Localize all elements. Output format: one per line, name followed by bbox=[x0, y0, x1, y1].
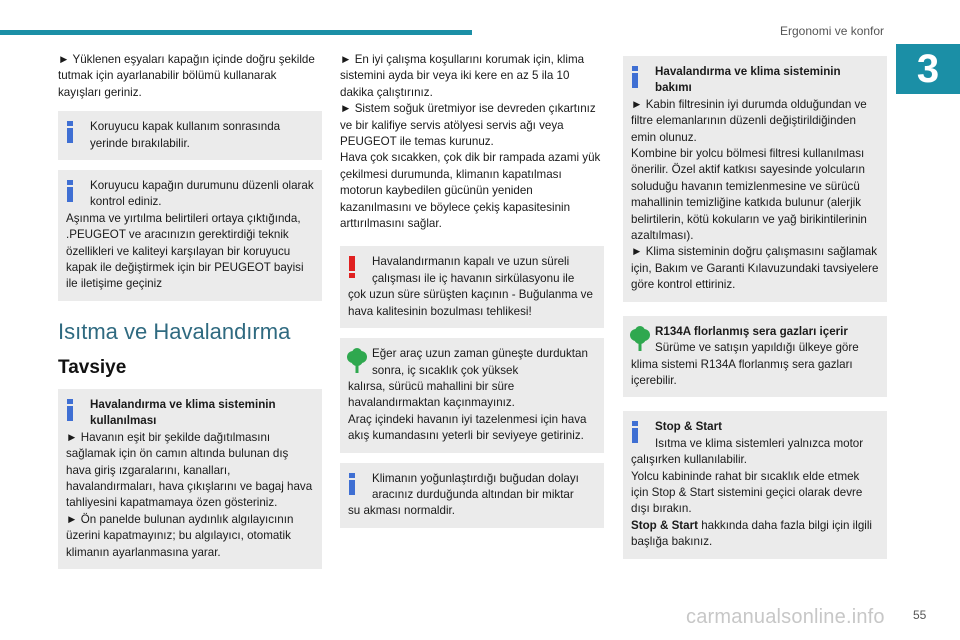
info-box-paragraph: ► Klima sisteminin doğru çalışmasını sağlamak için, Bakım ve Garanti Kılavuzundaki tavsiyelere göre kontrol ettiriniz. bbox=[631, 245, 879, 292]
header-accent-bar bbox=[0, 30, 472, 35]
eco-box-lead: Sürüme ve satışın yapıldığı ülkeye göre bbox=[655, 341, 859, 355]
info-box-lead: Koruyucu kapağın durumunu düzenli olarak kontrol ediniz. bbox=[90, 179, 314, 209]
info-box-body: Aşınma ve yırtılma belirtileri ortaya çıktığında, .PEUGEOT ve aracınızın gerektirdiği teknik özellikleri ve kaliteyi karşılayan bir koruyucu kapak ile değiştirmek için bir PEUGEOT bayisi ile iletişime geçiniz bbox=[66, 211, 304, 291]
watermark: carmanualsonline.info bbox=[686, 606, 885, 628]
info-box-title: Havalandırma ve klima sisteminin bakımı bbox=[655, 65, 841, 95]
info-box-maintenance bbox=[623, 56, 887, 302]
reference-bold: Stop & Start bbox=[631, 518, 698, 532]
eco-box-ventilate bbox=[340, 338, 604, 452]
section-heading: Isıtma ve Havalandırma bbox=[58, 318, 291, 344]
warning-box-recirculation bbox=[340, 246, 604, 328]
reference-text: hakkında daha fazla bilgi için ilgili başlığa bakınız. bbox=[631, 518, 873, 549]
info-icon bbox=[631, 66, 639, 88]
eco-box-lead: Eğer araç uzun zaman güneşte durduktan sonra, iç sıcaklık çok yüksek bbox=[372, 347, 588, 377]
paragraph-strap-instruction: ► Yüklenen eşyaları kapağın içinde doğru şekilde tutmak için ayarlanabilir bölümü kullanarak kayışları geriniz. bbox=[58, 53, 315, 99]
info-icon bbox=[66, 121, 74, 143]
info-box-paragraph: ► Kabin filtresinin iyi durumda olduğundan ve filtre elemanlarının düzenli değiştirildiğinden emin olunuz. Kombine bir yolcu bölmesi filtresi kullanılması önerilir. Özel aktif katkısı sayesinde yolcuların soluduğu havanın temizlenmesine ve sürücü mahallinin temizliğine katkıda bulunur (alerjik belirtilerin, kötü kokuların ve yağ birikintilerinin azaltılması). bbox=[631, 97, 867, 243]
column-left bbox=[58, 52, 322, 569]
eco-box-body: kalırsa, sürücü mahallini bir süre havalandırmaktan kaçınmayınız. Araç içindeki havanın iyi tazelenmesi için hava akış kumandasını yeterli bir seviyeye getiriniz. bbox=[348, 379, 587, 443]
info-box-body: su akması normaldir. bbox=[348, 504, 455, 518]
info-box-lead: Isıtma ve klima sistemleri yalnızca motor bbox=[655, 436, 864, 450]
info-box-title: Stop & Start bbox=[655, 420, 722, 434]
warning-icon bbox=[348, 256, 356, 278]
chapter-number: 3 bbox=[916, 47, 940, 91]
info-box-cover-left-in-place bbox=[58, 111, 322, 160]
page-header-title: Ergonomi ve konfor bbox=[780, 24, 885, 38]
eco-tree-icon bbox=[629, 326, 651, 352]
eco-box-r134a bbox=[623, 316, 887, 398]
info-box-text: Koruyucu kapak kullanım sonrasında yerinde bırakılabilir. bbox=[90, 120, 281, 150]
info-box-lead: Klimanın yoğunlaştırdığı buğudan dolayı aracınız durduğunda altından bir miktar bbox=[372, 471, 579, 501]
info-box-ventilation-use bbox=[58, 389, 322, 569]
info-box-paragraph: ► Ön panelde bulunan aydınlık algılayıcının üzerini kapatmayınız; bu algılayıcı, otomatik klimanın ayarlanmasına yarar. bbox=[66, 512, 294, 559]
eco-tree-icon bbox=[346, 348, 368, 374]
column-middle bbox=[340, 52, 604, 528]
info-icon bbox=[348, 473, 356, 495]
subsection-heading: Tavsiye bbox=[58, 356, 127, 378]
warning-box-lead: Havalandırmanın kapalı ve uzun süreli çalışması ile iç havanın sirkülasyonu ile bbox=[372, 255, 575, 285]
page-number: 55 bbox=[913, 608, 927, 622]
info-box-stop-start bbox=[623, 411, 887, 558]
info-box-cover-check bbox=[58, 170, 322, 301]
warning-box-body: çok uzun süre sürüşten kaçının - Buğulanma ve hava kalitesinin bozulması tehlikesi! bbox=[348, 288, 593, 318]
info-box-title: Havalandırma ve klima sisteminin kullanılması bbox=[90, 397, 276, 428]
info-icon bbox=[631, 421, 639, 443]
info-icon bbox=[66, 180, 74, 202]
column-right bbox=[623, 56, 887, 559]
info-box-condensation bbox=[340, 463, 604, 528]
info-icon bbox=[66, 399, 74, 421]
eco-box-title: R134A florlanmış sera gazları içerir bbox=[655, 324, 848, 338]
info-box-reference bbox=[631, 518, 879, 551]
info-box-paragraph: ► Havanın eşit bir şekilde dağıtılmasını sağlamak için ön camın altında bulunan dış hava giriş ızgaralarını, kanalları, havalandırmaları, hava çıkışlarını ve bagaj hava tahliyesini kapatmamaya özen gösteriniz. bbox=[66, 430, 313, 510]
info-box-body: çalışırken kullanılabilir. Yolcu kabininde rahat bir sıcaklık elde etmek için Stop & Start sistemini geçici olarak devre dışı bırakın. bbox=[631, 453, 863, 516]
eco-box-body: klima sistemi R134A florlanmış sera gazları içerebilir. bbox=[631, 357, 853, 387]
paragraph-ac-operation: ► En iyi çalışma koşullarını korumak için, klima sistemini ayda bir veya iki kere en az 5 ila 10 dakika çalıştırınız. ► Sistem soğuk üretmiyor ise devreden çıkartınız ve bir kalifiye servis atölyesi servis ağı veya PEUGEOT ile temas kurunuz. Hava çok sıcakken, çok dik bir rampada azami yük çekilmesi durumunda, klimanın kapatılması motorun kaybedilen gücünün yeniden kazanılmasını ve böylece çekiş kapasitesinin arttırılmasını sağlar. bbox=[340, 53, 601, 231]
